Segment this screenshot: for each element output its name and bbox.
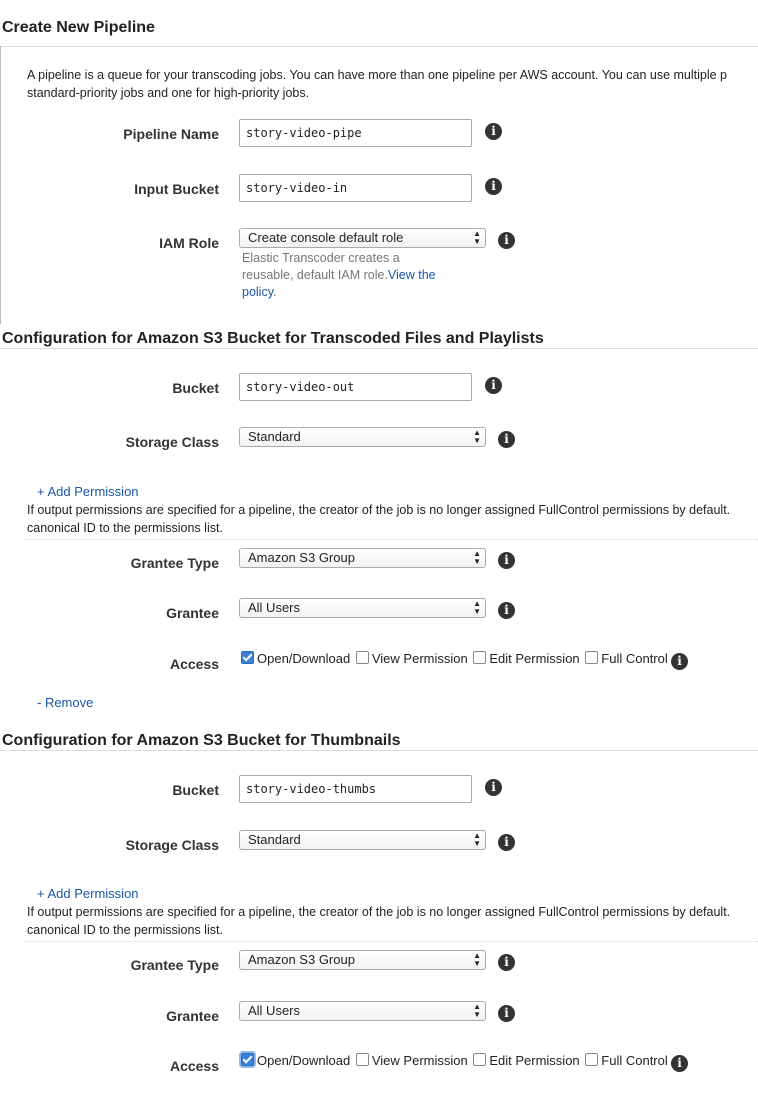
pipeline-intro-text <box>27 66 758 102</box>
select-arrows-icon: ▲ ▼ <box>473 549 481 566</box>
transcoded-access-label: Access <box>169 656 219 672</box>
section-divider <box>0 46 758 47</box>
intro-line-1: A pipeline is a queue for your transcoding jobs. You can have more than one pipeline per AWS account. You can use multiple p <box>27 68 728 82</box>
thumbnails-section-title: Configuration for Amazon S3 Bucket for Thumbnails <box>2 732 401 749</box>
thumbnails-grantee-type-label: Grantee Type <box>130 957 219 973</box>
grantee-selected-value: All Users <box>248 600 301 615</box>
transcoded-grantee-type-info-icon[interactable]: i <box>498 552 515 569</box>
select-arrows-icon: ▲ ▼ <box>473 428 481 445</box>
transcoded-bucket-input[interactable] <box>239 373 472 401</box>
transcoded-grantee-info-icon[interactable]: i <box>498 602 515 619</box>
transcoded-grantee-type-select[interactable] <box>239 548 486 568</box>
select-arrows-icon: ▲ ▼ <box>473 229 481 246</box>
thumbnails-grantee-type-info-icon[interactable]: i <box>498 954 515 971</box>
intro-line-2: standard-priority jobs and one for high-priority jobs. <box>27 86 310 100</box>
grantee-selected-value: All Users <box>248 1003 301 1018</box>
pipeline-name-label: Pipeline Name <box>123 126 219 142</box>
permission-note-line-2: canonical ID to the permissions list. <box>27 521 223 535</box>
open-download-label: Open/Download <box>257 1053 351 1068</box>
input-bucket-info-icon[interactable]: i <box>485 178 502 195</box>
thumbnails-access-info-icon[interactable]: i <box>671 1055 688 1072</box>
view-policy-link-cont[interactable]: policy <box>242 285 274 299</box>
transcoded-storage-class-label: Storage Class <box>125 434 219 450</box>
thumbnails-bucket-label: Bucket <box>172 782 219 798</box>
full-control-checkbox[interactable] <box>585 651 598 664</box>
grantee-type-selected-value: Amazon S3 Group <box>248 550 355 565</box>
transcoded-grantee-select[interactable] <box>239 598 486 618</box>
thumbnails-bucket-info-icon[interactable]: i <box>485 779 502 796</box>
input-bucket-input[interactable] <box>239 174 472 202</box>
select-arrows-icon: ▲ ▼ <box>473 951 481 968</box>
thumbnails-storage-class-label: Storage Class <box>125 837 219 853</box>
edit-permission-checkbox[interactable] <box>473 1053 486 1066</box>
transcoded-remove-link[interactable]: - Remove <box>37 695 94 710</box>
transcoded-access-info-icon[interactable]: i <box>671 653 688 670</box>
panel-left-border <box>0 46 1 324</box>
permission-note-line-1: If output permissions are specified for a pipeline, the creator of the job is no longer assigned FullControl permissions by default. <box>27 503 731 517</box>
section-divider <box>0 348 758 349</box>
thumbnails-grantee-select[interactable] <box>239 1001 486 1021</box>
thumbnails-grantee-label: Grantee <box>166 1008 219 1024</box>
transcoded-permission-note <box>27 501 758 537</box>
transcoded-storage-class-info-icon[interactable]: i <box>498 431 515 448</box>
input-bucket-label: Input Bucket <box>134 181 219 197</box>
transcoded-bucket-label: Bucket <box>172 380 219 396</box>
select-arrows-icon: ▲ ▼ <box>473 599 481 616</box>
iam-role-label: IAM Role <box>159 235 219 251</box>
thumbnails-grantee-type-select[interactable] <box>239 950 486 970</box>
full-control-label: Full Control <box>601 651 668 666</box>
select-arrows-icon: ▲ ▼ <box>473 1002 481 1019</box>
transcoded-access-options <box>241 651 670 671</box>
view-policy-link[interactable]: View the <box>387 268 436 282</box>
open-download-checkbox[interactable] <box>241 651 254 664</box>
storage-class-selected-value: Standard <box>248 832 301 847</box>
thumbnails-grantee-info-icon[interactable]: i <box>498 1005 515 1022</box>
iam-role-select[interactable] <box>239 228 486 248</box>
open-download-checkbox[interactable] <box>241 1053 254 1066</box>
thumbnails-permission-note <box>27 903 758 939</box>
permission-note-line-1: If output permissions are specified for a pipeline, the creator of the job is no longer assigned FullControl permissions by default. <box>27 905 731 919</box>
storage-class-selected-value: Standard <box>248 429 301 444</box>
open-download-label: Open/Download <box>257 651 351 666</box>
full-control-label: Full Control <box>601 1053 668 1068</box>
view-permission-label: View Permission <box>371 651 468 666</box>
pipeline-name-info-icon[interactable]: i <box>485 123 502 140</box>
transcoded-add-permission-link[interactable]: + Add Permission <box>37 484 139 499</box>
transcoded-section-title: Configuration for Amazon S3 Bucket for Transcoded Files and Playlists <box>2 330 544 347</box>
thumbnails-add-permission-link[interactable]: + Add Permission <box>37 886 139 901</box>
transcoded-bucket-info-icon[interactable]: i <box>485 377 502 394</box>
pipeline-name-input[interactable] <box>239 119 472 147</box>
edit-permission-checkbox[interactable] <box>473 651 486 664</box>
view-permission-checkbox[interactable] <box>356 651 369 664</box>
select-arrows-icon: ▲ ▼ <box>473 831 481 848</box>
iam-role-selected-value: Create console default role <box>248 230 404 245</box>
iam-hint-line-1: Elastic Transcoder creates a <box>242 251 400 265</box>
view-permission-label: View Permission <box>371 1053 468 1068</box>
transcoded-grantee-type-label: Grantee Type <box>130 555 219 571</box>
transcoded-grantee-label: Grantee <box>166 605 219 621</box>
transcoded-storage-class-select[interactable] <box>239 427 486 447</box>
grantee-type-selected-value: Amazon S3 Group <box>248 952 355 967</box>
thumbnails-bucket-input[interactable] <box>239 775 472 803</box>
iam-hint-line-2: reusable, default IAM role. <box>242 268 388 282</box>
section-divider <box>0 750 758 751</box>
view-permission-checkbox[interactable] <box>356 1053 369 1066</box>
thumbnails-storage-class-select[interactable] <box>239 830 486 850</box>
permission-divider <box>25 539 758 540</box>
thumbnails-storage-class-info-icon[interactable]: i <box>498 834 515 851</box>
permission-divider <box>25 941 758 942</box>
thumbnails-access-label: Access <box>169 1058 219 1074</box>
edit-permission-label: Edit Permission <box>489 651 580 666</box>
iam-role-info-icon[interactable]: i <box>498 232 515 249</box>
edit-permission-label: Edit Permission <box>489 1053 580 1068</box>
page-title: Create New Pipeline <box>2 19 155 36</box>
thumbnails-access-options <box>241 1053 670 1073</box>
iam-role-hint <box>242 250 482 301</box>
iam-hint-end: . <box>273 285 277 299</box>
full-control-checkbox[interactable] <box>585 1053 598 1066</box>
permission-note-line-2: canonical ID to the permissions list. <box>27 923 223 937</box>
